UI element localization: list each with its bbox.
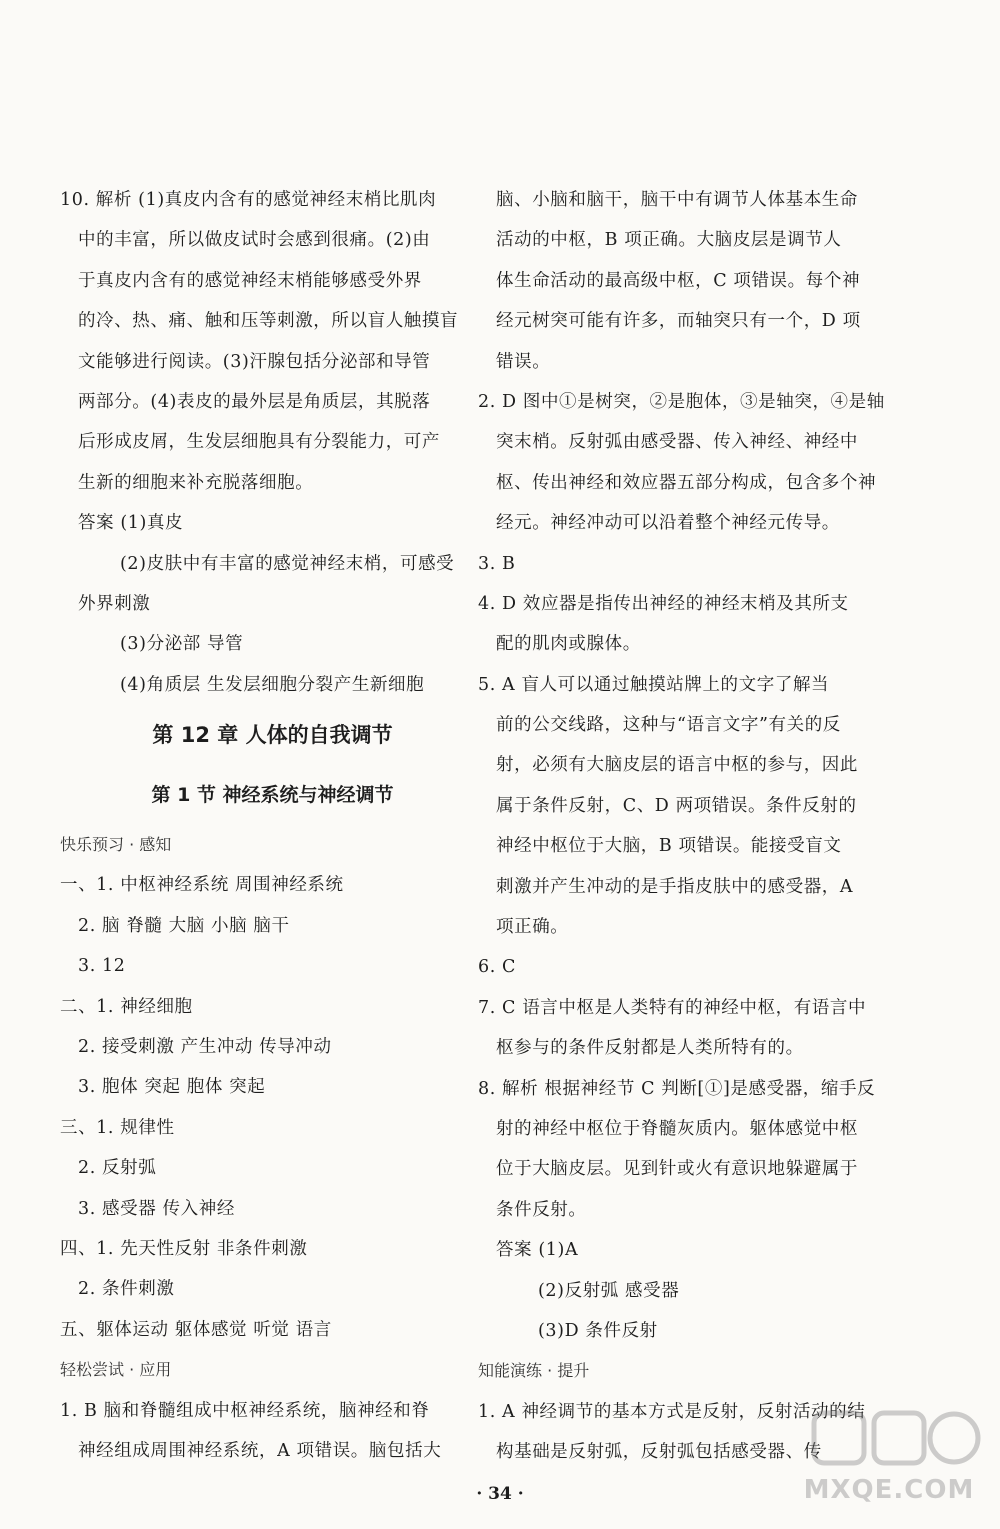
answer-line: 外界刺激 xyxy=(78,593,151,614)
answer-line: 答案 (1)真皮 xyxy=(78,513,184,534)
text-line: 体生命活动的最高级中枢，C 项错误。每个神 xyxy=(496,270,861,291)
text-line: 2. D 图中①是树突，②是胞体，③是轴突，④是轴 xyxy=(478,391,885,412)
list-item: 四、1. 先天性反射 非条件刺激 xyxy=(60,1238,308,1259)
text-line: 神经组成周围神经系统，A 项错误。脑包括大 xyxy=(78,1440,442,1461)
list-item: 3. 12 xyxy=(78,956,126,977)
chapter-title: 第 12 章 人体的自我调节 xyxy=(152,723,393,748)
text-line: 两部分。(4)表皮的最外层是角质层，其脱落 xyxy=(78,391,431,412)
list-item: 2. 条件刺激 xyxy=(78,1279,175,1300)
text-line: 前的公交线路，这种与“语言文字”有关的反 xyxy=(496,715,841,736)
text-line: 错误。 xyxy=(496,351,551,372)
left-column xyxy=(60,180,465,1471)
list-item: 3. 胞体 突起 胞体 突起 xyxy=(78,1077,266,1098)
text-line: 枢参与的条件反射都是人类所特有的。 xyxy=(496,1038,804,1059)
text-line: 4. D 效应器是指传出神经的神经末梢及其所支 xyxy=(478,593,849,614)
text-line: 中的丰富，所以做皮试时会感到很痛。(2)由 xyxy=(78,230,431,251)
right-column xyxy=(478,180,888,1473)
text-line: 经元。神经冲动可以沿着整个神经元传导。 xyxy=(496,513,840,534)
text-line: 位于大脑皮层。见到针或火有意识地躲避属于 xyxy=(496,1159,858,1180)
text-line: 条件反射。 xyxy=(496,1199,587,1220)
text-line: 生新的细胞来补充脱落细胞。 xyxy=(78,472,314,493)
list-item: 2. 接受刺激 产生冲动 传导冲动 xyxy=(78,1037,332,1058)
answer-line: 答案 (1)A xyxy=(496,1240,579,1261)
text-line: 10. 解析 (1)真皮内含有的感觉神经末梢比肌肉 xyxy=(60,190,437,210)
text-line: 于真皮内含有的感觉神经末梢能够感受外界 xyxy=(78,270,422,291)
list-item: 二、1. 神经细胞 xyxy=(60,996,193,1017)
text-line: 8. 解析 根据神经节 C 判断[①]是感受器，缩手反 xyxy=(478,1078,876,1099)
text-line: 构基础是反射弧，反射弧包括感受器、传 xyxy=(496,1442,822,1463)
page-number: · 34 · xyxy=(476,1484,524,1504)
list-item: 五、躯体运动 躯体感觉 听觉 语言 xyxy=(60,1319,332,1340)
list-item: 2. 反射弧 xyxy=(78,1158,157,1179)
text-line: 配的肌肉或腺体。 xyxy=(496,634,641,655)
text-line: 7. C 语言中枢是人类特有的神经中枢，有语言中 xyxy=(478,997,867,1018)
list-item: 一、1. 中枢神经系统 周围神经系统 xyxy=(60,875,344,896)
text-line: 活动的中枢，B 项正确。大脑皮层是调节人 xyxy=(496,230,842,251)
text-line: 属于条件反射，C、D 两项错误。条件反射的 xyxy=(496,795,857,816)
text-line: 文能够进行阅读。(3)汗腺包括分泌部和导管 xyxy=(78,351,431,372)
text-line: 6. C xyxy=(478,957,517,978)
answer-line: (4)角质层 生发层细胞分裂产生新细胞 xyxy=(120,674,425,695)
text-line: 神经中枢位于大脑，B 项错误。能接受盲文 xyxy=(496,836,842,857)
list-item: 2. 脑 脊髓 大脑 小脑 脑干 xyxy=(78,915,290,936)
text-line: 后形成皮屑，生发层细胞具有分裂能力，可产 xyxy=(78,432,440,453)
answer-line: (2)反射弧 感受器 xyxy=(538,1280,680,1301)
text-line: 射的神经中枢位于脊髓灰质内。躯体感觉中枢 xyxy=(496,1118,858,1139)
text-line: 刺激并产生冲动的是手指皮肤中的感受器，A xyxy=(496,876,854,897)
subheading-preview: 快乐预习 · 感知 xyxy=(60,835,172,855)
subheading-try: 轻松尝试 · 应用 xyxy=(60,1360,172,1380)
text-line: 经元树突可能有许多，而轴突只有一个，D 项 xyxy=(496,311,861,332)
subheading-skill: 知能演练 · 提升 xyxy=(478,1361,590,1381)
section-title: 第 1 节 神经系统与神经调节 xyxy=(151,784,394,807)
list-item: 3. 感受器 传入神经 xyxy=(78,1198,235,1219)
text-line: 5. A 盲人可以通过触摸站牌上的文字了解当 xyxy=(478,674,830,695)
text-line: 1. B 脑和脊髓组成中枢神经系统，脑神经和脊 xyxy=(60,1400,430,1421)
text-line: 脑、小脑和脑干，脑干中有调节人体基本生命 xyxy=(496,190,858,210)
text-line: 项正确。 xyxy=(496,917,569,938)
text-line: 射，必须有大脑皮层的语言中枢的参与，因此 xyxy=(496,755,858,776)
text-line: 突末梢。反射弧由感受器、传入神经、神经中 xyxy=(496,432,858,453)
watermark-text: MXQE.COM xyxy=(803,1475,975,1505)
answer-line: (3)分泌部 导管 xyxy=(120,634,244,655)
text-line: 3. B xyxy=(478,553,516,574)
text-line: 1. A 神经调节的基本方式是反射，反射活动的结 xyxy=(478,1401,866,1422)
watermark-emblem-icon xyxy=(794,1405,984,1475)
text-line: 枢、传出神经和效应器五部分构成，包含多个神 xyxy=(496,472,877,493)
list-item: 三、1. 规律性 xyxy=(60,1117,175,1138)
answer-line: (3)D 条件反射 xyxy=(538,1320,658,1341)
answer-line: (2)皮肤中有丰富的感觉神经末梢，可感受 xyxy=(120,553,455,574)
text-line: 的冷、热、痛、触和压等刺激，所以盲人触摸盲 xyxy=(78,311,459,332)
